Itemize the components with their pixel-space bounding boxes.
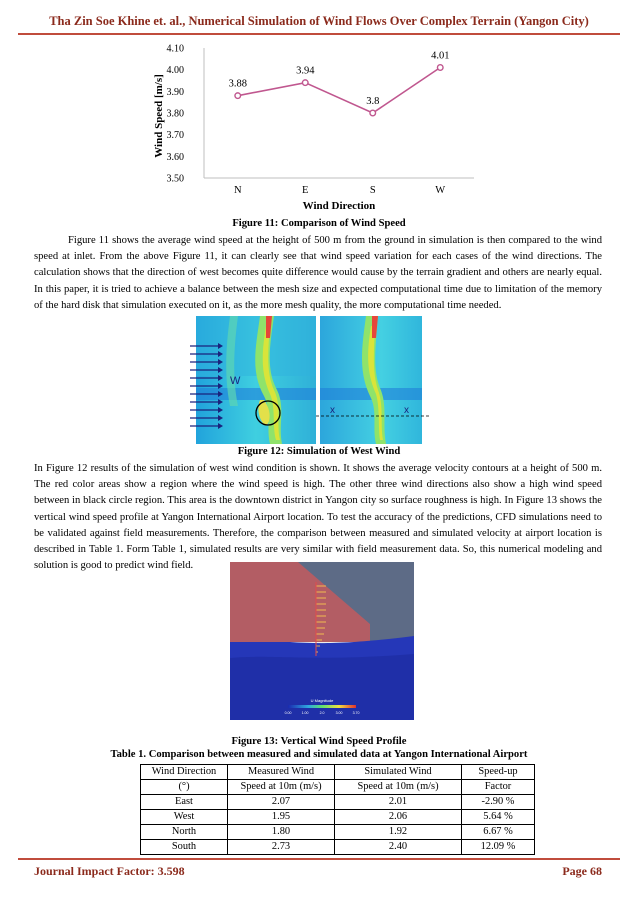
page-number: Page 68 xyxy=(562,864,602,878)
table-header-cell: Speed-up xyxy=(462,765,535,780)
section-marker-x-right: x xyxy=(404,405,409,416)
y-axis-tick-labels xyxy=(167,44,185,185)
legend-tick-label: 3.00 xyxy=(335,711,343,715)
table-cell: West xyxy=(141,810,228,825)
table-row xyxy=(141,810,535,825)
table-cell: 5.64 % xyxy=(462,810,535,825)
y-tick-label: 3.90 xyxy=(166,86,184,98)
table-cell: 1.95 xyxy=(228,810,335,825)
series-line xyxy=(238,65,441,114)
y-tick-label: 3.80 xyxy=(166,108,184,120)
journal-impact-factor: Journal Impact Factor: 3.598 xyxy=(34,864,185,878)
table-header-cell: Speed at 10m (m/s) xyxy=(335,780,462,795)
velocity-contour-left-panel xyxy=(190,316,316,444)
data-label: 3.88 xyxy=(228,78,247,90)
paragraph-figure-12-13: In Figure 12 results of the simulation of west wind condition is shown. It shows the average velocity contours at a height of 500 m. The red color areas show a region where the wind speed is high. The other three wind directions also show a high wind speed between in black circle region. This area is the downtown district in Yangon city so surface roughness is high. In Figure 13 shows the vertical wind speed profile at Yangon International Airport location. To test the accuracy of the predictions, CFD simulations need to be validated against field measurements. Therefore, the comparison between measured and simulated velocity at airport location is described in Table 1. Form Table 1, simulated results are very similar with field measurement data. So, this numerical modeling and solution is good to predict wind field. xyxy=(34,463,602,572)
legend-tick-label: 0.00 xyxy=(284,711,292,715)
table-cell: 1.92 xyxy=(335,825,462,840)
y-tick-label: 3.60 xyxy=(166,151,184,163)
footer-rule xyxy=(18,858,620,860)
table-cell: -2.90 % xyxy=(462,795,535,810)
x-tick-label: S xyxy=(369,185,376,196)
legend-title: U Magnitude xyxy=(310,698,334,703)
section-marker-x-left: x xyxy=(330,405,335,416)
figure-11-caption: Figure 11: Comparison of Wind Speed xyxy=(232,218,406,229)
table-header-cell: Speed at 10m (m/s) xyxy=(228,780,335,795)
figure-12-caption: Figure 12: Simulation of West Wind xyxy=(237,446,401,457)
table-cell: 6.67 % xyxy=(462,825,535,840)
table-row xyxy=(141,840,535,855)
data-label: 3.94 xyxy=(296,65,315,77)
y-tick-label: 4.00 xyxy=(166,65,184,77)
y-tick-label: 3.70 xyxy=(166,130,184,142)
x-axis-tick-labels xyxy=(234,185,445,196)
table-header-row xyxy=(141,780,535,795)
legend-tick-label: 3.70 xyxy=(352,711,360,715)
data-label: 3.8 xyxy=(366,96,380,107)
table-row xyxy=(141,825,535,840)
data-point xyxy=(370,110,376,116)
west-wind-label: W xyxy=(230,375,241,387)
table-cell: North xyxy=(141,825,228,840)
table-row xyxy=(141,795,535,810)
data-point xyxy=(302,80,308,86)
table-cell: 2.07 xyxy=(228,795,335,810)
table-header-cell: Wind Direction xyxy=(141,765,228,780)
comparison-table xyxy=(140,764,535,855)
table-header-cell: (°) xyxy=(141,780,228,795)
x-tick-label: W xyxy=(435,185,446,196)
data-point xyxy=(437,65,443,71)
x-tick-label: N xyxy=(233,185,242,196)
table-cell: South xyxy=(141,840,228,855)
table-cell: 2.40 xyxy=(335,840,462,855)
velocity-contour-right-panel xyxy=(316,316,430,444)
legend-color-bar xyxy=(288,705,356,708)
table-1-caption: Table 1. Comparison between measured and simulated data at Yangon International Airport xyxy=(110,749,528,760)
header-rule xyxy=(18,33,620,35)
west-wind-simulation-figure xyxy=(190,316,430,444)
table-cell: 12.09 % xyxy=(462,840,535,855)
table-header-cell: Measured Wind xyxy=(228,765,335,780)
legend-tick-label: 1.00 xyxy=(301,711,309,715)
wind-speed-line-chart xyxy=(150,38,480,216)
y-tick-label: 3.50 xyxy=(166,173,184,185)
table-header-cell: Factor xyxy=(462,780,535,795)
data-point xyxy=(235,93,241,99)
x-tick-label: E xyxy=(302,185,309,196)
table-cell: 2.06 xyxy=(335,810,462,825)
table-header-cell: Simulated Wind xyxy=(335,765,462,780)
vertical-wind-profile-figure xyxy=(230,562,414,720)
table-cell: 2.73 xyxy=(228,840,335,855)
y-tick-label: 4.10 xyxy=(166,43,184,55)
figure-13-caption: Figure 13: Vertical Wind Speed Profile xyxy=(231,736,407,747)
table-cell: East xyxy=(141,795,228,810)
x-axis-title: Wind Direction xyxy=(302,200,376,212)
table-cell: 1.80 xyxy=(228,825,335,840)
running-header: Tha Zin Soe Khine et. al., Numerical Simulation of Wind Flows Over Complex Terrain (Yangon City) xyxy=(49,14,589,28)
data-label: 4.01 xyxy=(431,50,450,62)
y-axis-title: Wind Speed [m/s] xyxy=(153,74,165,158)
table-header-row xyxy=(141,765,535,780)
paragraph-figure-11: Figure 11 shows the average wind speed at the height of 500 m from the ground in simulation is then compared to the wind speed at inlet. From the above Figure 11, it can clearly see that wind speed variation for each cases of the wind directions. The calculation shows that the direction of west becomes quite difference would cause by the terrain gradient and others are nearly equal. In this paper, it is tried to achieve a balance between the mesh size and expected computational time due to limitation of the memory of the hard disk that simulation executed on it, as the more mesh quality, the more computational time needed. xyxy=(34,235,602,311)
table-cell: 2.01 xyxy=(335,795,462,810)
legend-tick-label: 2.0 xyxy=(319,711,325,715)
